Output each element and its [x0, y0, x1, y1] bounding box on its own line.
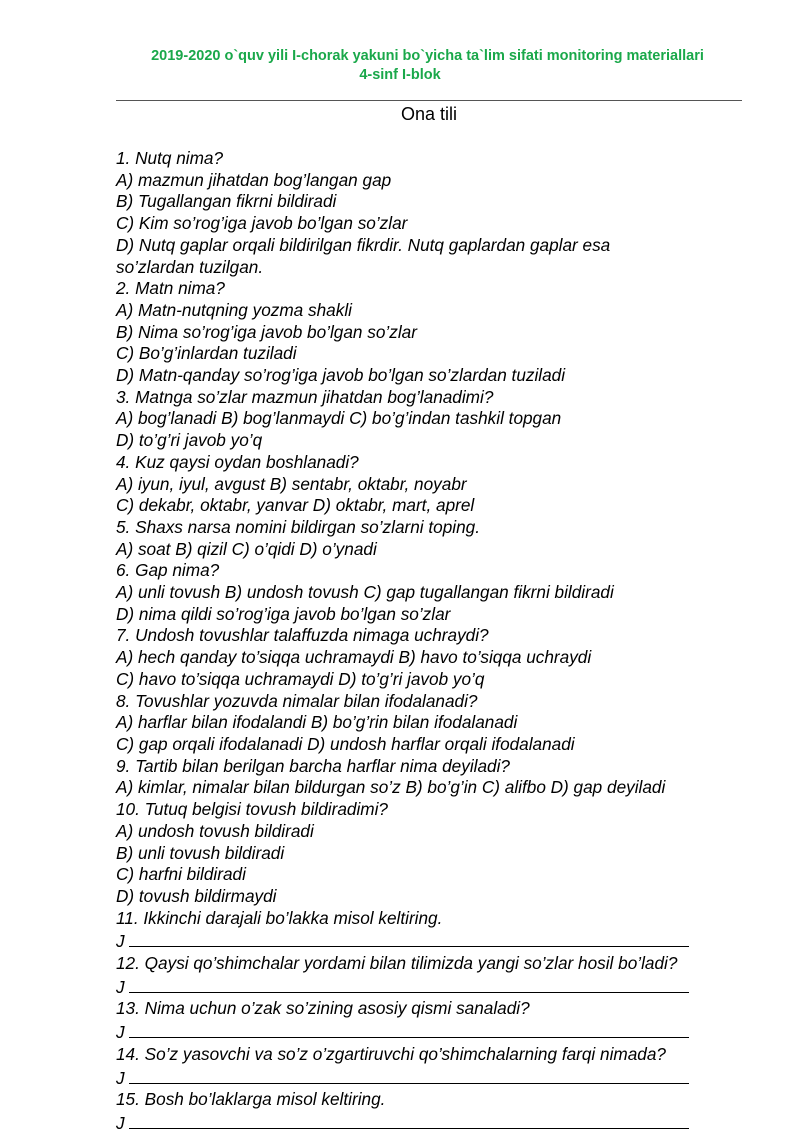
text-line: B) Tugallangan fikrni bildiradi	[116, 191, 337, 212]
subject-title: Ona tili	[400, 104, 458, 124]
header-subtitle: 4-sinf I-blok	[359, 67, 441, 83]
text-line: 11. Ikkinchi darajali bo’lakka misol keltiring.	[116, 907, 443, 928]
text-line: A) hech qanday to’siqqa uchramaydi B) havo to’siqqa uchraydi	[116, 647, 592, 668]
text-line: 10. Tutuq belgisi tovush bildiradimi?	[116, 799, 388, 820]
header-title: 2019-2020 o`quv yili I-chorak yakuni bo`yicha ta`lim sifati monitoring materiallari	[151, 48, 704, 64]
text-line: A) unli tovush B) undosh tovush C) gap tugallangan fikrni bildiradi	[116, 582, 614, 603]
answer-prefix: J	[116, 1022, 125, 1043]
text-line: so’zlardan tuzilgan.	[116, 256, 264, 277]
answer-line[interactable]	[116, 1111, 756, 1135]
text-line: A) mazmun jihatdan bog’langan gap	[116, 169, 392, 190]
text-line: C) havo to’siqqa uchramaydi D) to’g’ri javob yo’q	[116, 668, 485, 689]
answer-blank[interactable]	[129, 1066, 689, 1084]
answer-line[interactable]	[116, 975, 756, 999]
open-question: 15. Bosh bo’laklarga misol keltiring.	[116, 1089, 386, 1110]
answer-blank[interactable]	[129, 1111, 689, 1129]
open-question: 13. Nima uchun o’zak so’zining asosiy qismi sanaladi?	[116, 998, 530, 1019]
text-line: 7. Undosh tovushlar talaffuzda nimaga uchraydi?	[116, 625, 489, 646]
text-line: 9. Tartib bilan berilgan barcha harflar nima deyiladi?	[116, 755, 510, 776]
text-line: D) Matn-qanday so’rog’iga javob bo’lgan so’zlardan tuziladi	[116, 365, 566, 386]
answer-line[interactable]	[116, 929, 756, 953]
answer-blank[interactable]	[129, 1020, 689, 1038]
text-line: A) bog’lanadi B) bog’lanmaydi C) bo’g’indan tashkil topgan	[116, 408, 562, 429]
answer-prefix: J	[116, 976, 125, 997]
answer-line[interactable]	[116, 1066, 756, 1090]
answer-prefix: J	[116, 931, 125, 952]
text-line: C) gap orqali ifodalanadi D) undosh harflar orqali ifodalanadi	[116, 733, 575, 754]
text-line: A) soat B) qizil C) o’qidi D) o’ynadi	[116, 538, 377, 559]
text-line: A) iyun, iyul, avgust B) sentabr, oktabr, noyabr	[116, 473, 467, 494]
answer-prefix: J	[116, 1112, 125, 1133]
text-line: B) unli tovush bildiradi	[116, 842, 285, 863]
answer-blank[interactable]	[129, 929, 689, 947]
answer-blank[interactable]	[129, 975, 689, 993]
text-line: 4. Kuz qaysi oydan boshlanadi?	[116, 451, 359, 472]
text-line: A) Matn-nutqning yozma shakli	[116, 299, 352, 320]
text-line: C) harfni bildiradi	[116, 864, 246, 885]
text-line: A) harflar bilan ifodalandi B) bo’g’rin bilan ifodalanadi	[116, 712, 518, 733]
text-line: B) Nima so’rog’iga javob bo’lgan so’zlar	[116, 321, 417, 342]
text-line: 2. Matn nima?	[116, 278, 225, 299]
open-question: 12. Qaysi qo’shimchalar yordami bilan tilimizda yangi so’zlar hosil bo’ladi?	[116, 953, 678, 974]
question-list	[116, 148, 756, 1135]
text-line: D) nima qildi so’rog’iga javob bo’lgan so’zlar	[116, 603, 451, 624]
text-line: 3. Matnga so’zlar mazmun jihatdan bog’lanadimi?	[116, 386, 494, 407]
text-line: 6. Gap nima?	[116, 560, 220, 581]
text-line: C) Kim so’rog’iga javob bo’lgan so’zlar	[116, 213, 408, 234]
document-header	[0, 47, 800, 85]
header-divider	[116, 100, 742, 101]
text-line: D) tovush bildirmaydi	[116, 885, 277, 906]
text-line: D) Nutq gaplar orqali bildirilgan fikrdir. Nutq gaplardan gaplar esa	[116, 234, 611, 255]
text-line: 8. Tovushlar yozuvda nimalar bilan ifodalanadi?	[116, 690, 478, 711]
text-line: D) to’g’ri javob yo’q	[116, 430, 263, 451]
answer-line[interactable]	[116, 1020, 756, 1044]
text-line: A) undosh tovush bildiradi	[116, 820, 314, 841]
text-line: 1. Nutq nima?	[116, 148, 224, 168]
text-line: 5. Shaxs narsa nomini bildirgan so’zlarni toping.	[116, 516, 481, 537]
text-line: C) dekabr, oktabr, yanvar D) oktabr, mart, aprel	[116, 495, 475, 516]
text-line: C) Bo’g’inlardan tuziladi	[116, 343, 297, 364]
open-question: 14. So’z yasovchi va so’z o’zgartiruvchi qo’shimchalarning farqi nimada?	[116, 1043, 666, 1064]
text-line: A) kimlar, nimalar bilan bildurgan so’z B) bo’g’in C) alifbo D) gap deyiladi	[116, 777, 666, 798]
answer-prefix: J	[116, 1067, 125, 1088]
